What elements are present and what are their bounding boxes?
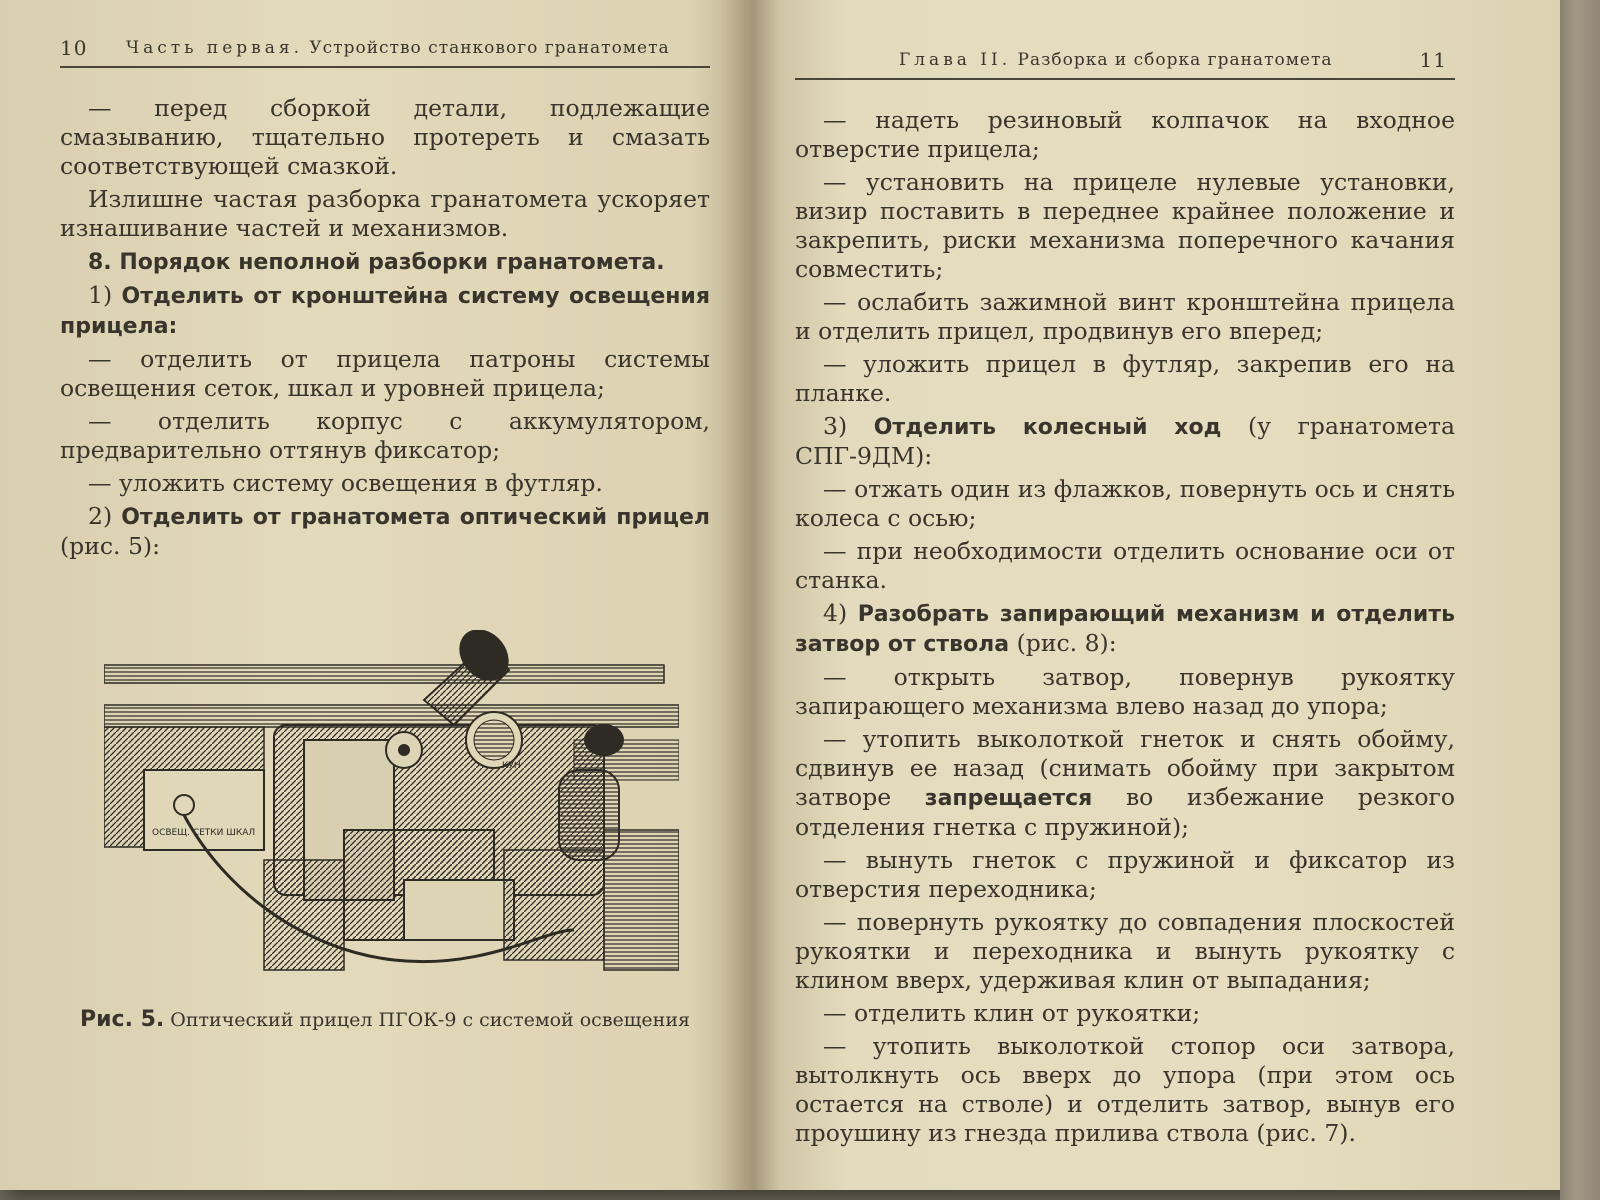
right-page	[795, 0, 1455, 1147]
paragraph: — надеть резиновый колпачок на входное отверстие прицела;	[795, 106, 1455, 163]
section-heading: 8. Порядок неполной разборки гранатомета.	[88, 250, 665, 275]
paragraph: — вынуть гнеток с пружиной и фиксатор из отверстия переходника;	[795, 846, 1455, 903]
paragraph: — отделить от прицела патроны системы освещения сеток, шкал и уровней прицела;	[60, 345, 710, 402]
paragraph: — уложить прицел в футляр, закрепив его на планке.	[795, 350, 1455, 407]
left-page-number: 10	[60, 36, 88, 60]
paragraph: — установить на прицеле нулевые установки, визир поставить в переднее крайнее положение и закрепить, риски механизма поперечного качания совместить;	[795, 168, 1455, 283]
right-running-header	[795, 32, 1455, 80]
paragraph: — перед сборкой детали, подлежащие смазыванию, тщательно протереть и смазать соответствующей смазкой.	[60, 94, 710, 180]
right-page-number: 11	[1419, 48, 1447, 72]
paragraph: — отжать один из флажков, повернуть ось и снять колеса с осью;	[795, 475, 1455, 532]
step-heading: 2) Отделить от гранатомета оптический прицел (рис. 5):	[60, 502, 710, 560]
table-edge	[1560, 0, 1600, 1200]
figure-label-box: ОСВЕЩ. СЕТКИ ШКАЛ	[152, 828, 256, 838]
left-body	[60, 94, 710, 565]
book-gutter	[720, 0, 780, 1190]
paragraph: — повернуть рукоятку до совпадения плоскостей рукоятки и переходника и вынуть рукоятку с клином вверх, удерживая клин от выпадания;	[795, 908, 1455, 994]
paragraph: — отделить корпус с аккумулятором, предварительно оттянув фиксатор;	[60, 407, 710, 464]
step-heading: 4) Разобрать запирающий механизм и отделить затвор от ствола (рис. 8):	[795, 599, 1455, 657]
step-heading: 1) Отделить от кронштейна систему освещения прицела:	[60, 281, 710, 339]
paragraph: — уложить систему освещения в футляр.	[88, 469, 603, 497]
paragraph: — утопить выколоткой гнеток и снять обойму, сдвинув ее назад (снимать обойму при закрытом затворе запрещается во избежание резкого отделения гнетка с пружиной);	[795, 725, 1455, 841]
paragraph: — при необходимости отделить основание оси от станка.	[795, 537, 1455, 594]
paragraph: — открыть затвор, повернув рукоятку запирающего механизма влево назад до упора;	[795, 663, 1455, 720]
figure-label-knob: КУН	[502, 761, 521, 771]
paragraph: — утопить выколоткой стопор оси затвора, вытолкнуть ось вверх до упора (при этом ось остается на стволе) и отделить затвор, вынув его проушину из гнезда прилива ствола (рис. 7).	[795, 1032, 1455, 1147]
step-heading: 3) Отделить колесный ход (у гранатомета СПГ-9ДМ):	[795, 412, 1455, 470]
figure-caption: Рис. 5. Оптический прицел ПГОК-9 с системой освещения	[79, 1007, 690, 1032]
left-header-title: Часть первая. Устройство станкового гранатомета	[126, 38, 670, 58]
right-header-title: Глава II. Разборка и сборка гранатомета	[899, 50, 1333, 70]
paragraph: — ослабить зажимной винт кронштейна прицела и отделить прицел, продвинув его вперед;	[795, 288, 1455, 345]
left-page	[60, 0, 710, 1032]
paragraph: Излишне частая разборка гранатомета ускоряет изнашивание частей и механизмов.	[60, 185, 710, 242]
right-body	[795, 106, 1455, 1152]
left-running-header	[60, 20, 710, 68]
paragraph: — отделить клин от рукоятки;	[823, 999, 1201, 1027]
sight-illustration	[104, 630, 679, 990]
